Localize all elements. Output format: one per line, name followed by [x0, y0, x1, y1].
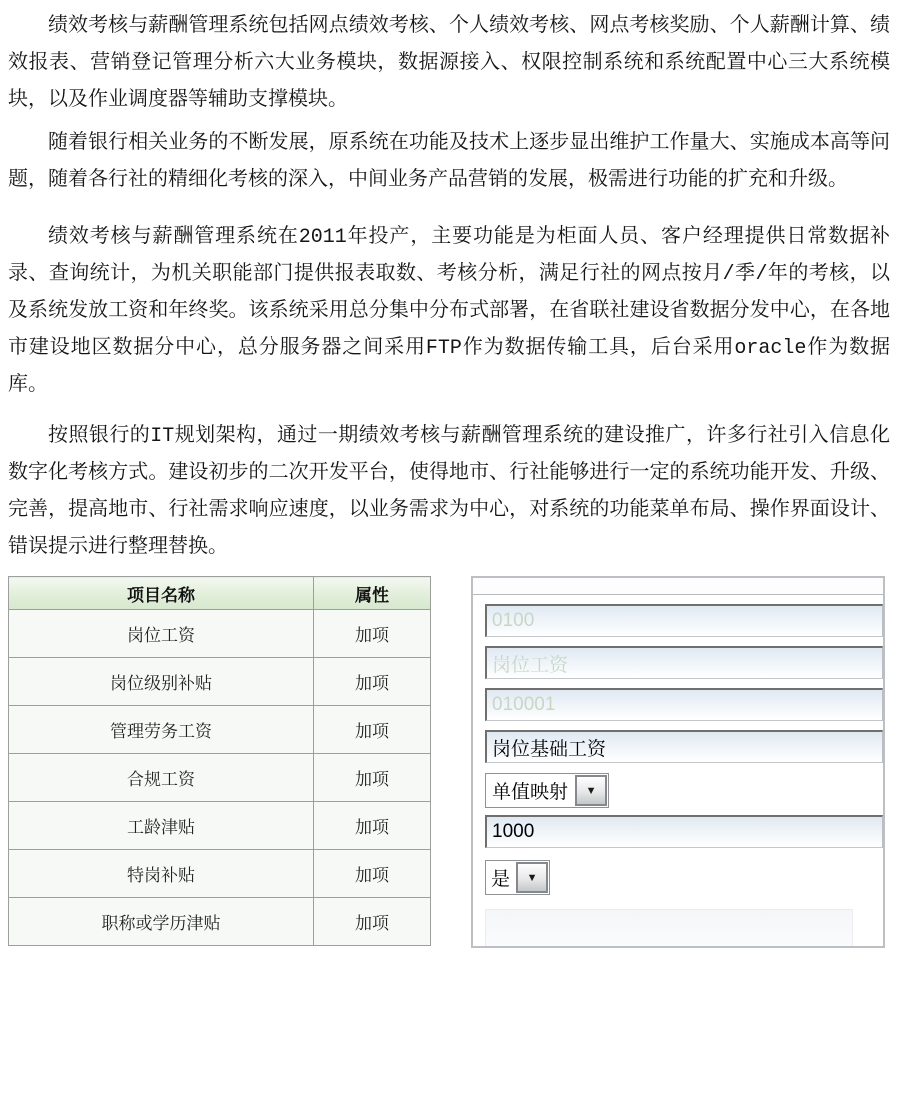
paragraph-it-plan: 按照银行的IT规划架构，通过一期绩效考核与薪酬管理系统的建设推广，许多行社引入信息化数字化考核方式。建设初步的二次开发平台，使得地市、行社能够进行一定的系统功能开发、升级、完善，提高地市、行社需求响应速度，以业务需求为中心，对系统的功能菜单布局、操作界面设计、错误提示进行整理替换。: [8, 425, 890, 559]
table-row: [9, 898, 431, 946]
panel-header-strip: [473, 578, 883, 595]
chevron-down-icon[interactable]: ▼: [516, 862, 548, 893]
paragraph-background: 随着银行相关业务的不断发展，原系统在功能及技术上逐步显出维护工作量大、实施成本高等问题，随着各行社的精细化考核的深入，中间业务产品营销的发展，极需进行功能的扩充和升级。: [8, 132, 890, 192]
table-row: [9, 610, 431, 658]
table-row: [9, 802, 431, 850]
flag-select[interactable]: [485, 860, 550, 895]
cell-project-name: 职称或学历津贴: [9, 898, 314, 946]
cell-attribute: 加项: [314, 802, 431, 850]
mapping-type-select-value: 单值映射: [492, 782, 569, 803]
cell-attribute: 加项: [314, 850, 431, 898]
column-header-project-name: 项目名称: [9, 577, 314, 610]
cell-attribute: 加项: [314, 898, 431, 946]
cell-attribute: 加项: [314, 754, 431, 802]
table-header-row: [9, 577, 431, 610]
cell-attribute: 加项: [314, 658, 431, 706]
cell-project-name: 合规工资: [9, 754, 314, 802]
mapping-type-select[interactable]: [485, 773, 609, 808]
cell-project-name: 工龄津贴: [9, 802, 314, 850]
paragraph-system-history: 绩效考核与薪酬管理系统在2011年投产，主要功能是为柜面人员、客户经理提供日常数据补录、查询统计，为机关职能部门提供报表取数、考核分析，满足行社的网点按月/季/年的考核，以及系统发放工资和年终奖。该系统采用总分集中分布式部署，在省联社建设省数据分发中心，在各地市建设地区数据分中心，总分服务器之间采用FTP作为数据传输工具，后台采用oracle作为数据库。: [8, 226, 890, 397]
cell-attribute: 加项: [314, 706, 431, 754]
paragraph-modules: 绩效考核与薪酬管理系统包括网点绩效考核、个人绩效考核、网点考核奖励、个人薪酬计算、绩效报表、营销登记管理分析六大业务模块，数据源接入、权限控制系统和系统配置中心三大系统模块，以及作业调度器等辅助支撑模块。: [8, 15, 890, 112]
table-row: [9, 658, 431, 706]
cell-project-name: 管理劳务工资: [9, 706, 314, 754]
item-code-input[interactable]: [485, 688, 883, 721]
bottom-section: [8, 576, 890, 948]
panel-content: [473, 595, 883, 947]
cell-project-name: 岗位工资: [9, 610, 314, 658]
empty-disabled-field: [485, 909, 853, 947]
amount-input[interactable]: [485, 815, 883, 848]
column-header-attribute: 属性: [314, 577, 431, 610]
salary-items-table: [8, 576, 431, 946]
cell-attribute: 加项: [314, 610, 431, 658]
flag-select-value: 是: [491, 869, 511, 890]
table-row: [9, 706, 431, 754]
table-row: [9, 754, 431, 802]
project-name-input[interactable]: [485, 646, 883, 679]
chevron-down-icon[interactable]: ▼: [575, 775, 607, 806]
table-row: [9, 850, 431, 898]
cell-project-name: 特岗补贴: [9, 850, 314, 898]
amount-row: [485, 815, 883, 848]
cell-project-name: 岗位级别补贴: [9, 658, 314, 706]
code-input[interactable]: [485, 604, 883, 637]
item-name-input[interactable]: [485, 730, 883, 763]
field-config-panel: [471, 576, 885, 948]
